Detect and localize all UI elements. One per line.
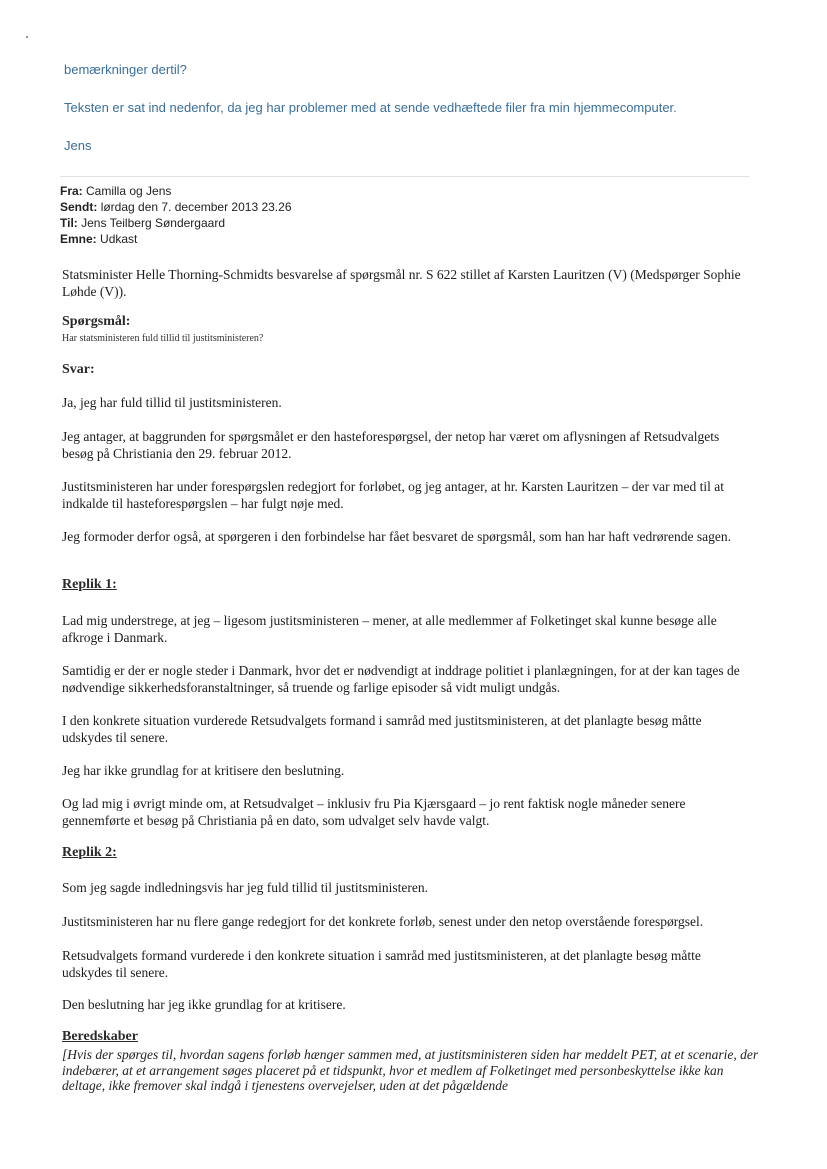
email-header (60, 176, 750, 247)
answer-paragraph: Justitsministeren har under forespørgslen redegjort for forløbet, og jeg antager, at hr. Karsten Lauritzen – der var med til at indkalde til hasteforespørgslen – har fulgt nøje med. (62, 479, 724, 511)
replik1-paragraph: Lad mig understrege, at jeg – ligesom justitsministeren – mener, at alle medlemmer af Folketinget skal kunne besøge alle afkroge i Danmark. (62, 613, 717, 645)
email-signature: Jens (64, 138, 92, 153)
header-from: Fra: Camilla og Jens (60, 184, 172, 198)
header-subject: Emne: Udkast (60, 232, 138, 246)
email-line-2: Teksten er sat ind nedenfor, da jeg har problemer med at sende vedhæftede filer fra min hjemmecomputer. (64, 100, 677, 115)
answer-paragraph: Ja, jeg har fuld tillid til justitsministeren. (62, 395, 282, 410)
beredskaber-heading: Beredskaber (62, 1029, 138, 1044)
intro-paragraph: Statsminister Helle Thorning-Schmidts besvarelse af spørgsmål nr. S 622 stillet af Karsten Lauritzen (V) (Medspørger Sophie Løhde (V)). (62, 267, 741, 299)
replik2-paragraph: Som jeg sagde indledningsvis har jeg fuld tillid til justitsministeren. (62, 880, 428, 895)
header-sent: Sendt: lørdag den 7. december 2013 23.26 (60, 200, 292, 214)
header-to: Til: Jens Teilberg Søndergaard (60, 216, 225, 230)
replik2-paragraph: Justitsministeren har nu flere gange redegjort for det konkrete forløb, senest under den netop overstående forespørgsel. (62, 914, 704, 929)
replik1-paragraph: I den konkrete situation vurderede Retsudvalgets formand i samråd med justitsministeren, at det planlagte besøg måtte udskydes til senere. (62, 713, 702, 745)
replik1-paragraph: Jeg har ikke grundlag for at kritisere den beslutning. (62, 763, 345, 778)
scan-mark (26, 36, 28, 38)
replik1-heading: Replik 1: (62, 577, 117, 592)
replik2-paragraph: Den beslutning har jeg ikke grundlag for at kritisere. (62, 997, 346, 1012)
question-heading: Spørgsmål: (62, 314, 131, 329)
replik2-paragraph: Retsudvalgets formand vurderede i den konkrete situation i samråd med justitsministeren, at det planlagte besøg måtte udskydes til senere. (62, 948, 701, 980)
replik1-paragraph: Og lad mig i øvrigt minde om, at Retsudvalget – inklusiv fru Pia Kjærsgaard – jo rent faktisk nogle måneder senere gennemførte et besøg på Christiania på en dato, som udvalget selv havde valgt. (62, 796, 686, 828)
question-text: Har statsministeren fuld tillid til justitsministeren? (62, 333, 264, 344)
answer-heading: Svar: (62, 362, 95, 377)
replik1-paragraph: Samtidig er der er nogle steder i Danmark, hvor det er nødvendigt at inddrage politiet i planlægningen, for at der kan tages de nødvendige sikkerhedsforanstaltninger, så truende og farlige episoder så vidt muligt undgås. (62, 663, 740, 695)
replik2-heading: Replik 2: (62, 845, 117, 860)
beredskaber-text: [Hvis der spørges til, hvordan sagens forløb hænger sammen med, at justitsministeren siden har meddelt PET, at et scenarie, der indebærer, at et arrangement søges placeret på et tidspunkt, hvor et medlem af Folketinget med personbeskyttelse ikke kan deltage, ikke fremover skal indgå i tjenestens overvejelser, uden at det pågældende (62, 1047, 759, 1093)
answer-paragraph: Jeg formoder derfor også, at spørgeren i den forbindelse har fået besvaret de spørgsmål, som han har haft vedrørende sagen. (62, 529, 732, 544)
answer-paragraph: Jeg antager, at baggrunden for spørgsmålet er den hasteforespørgsel, der netop har været om aflysningen af Retsudvalgets besøg på Christiania den 29. februar 2012. (62, 429, 720, 461)
email-line-1: bemærkninger dertil? (64, 62, 187, 77)
